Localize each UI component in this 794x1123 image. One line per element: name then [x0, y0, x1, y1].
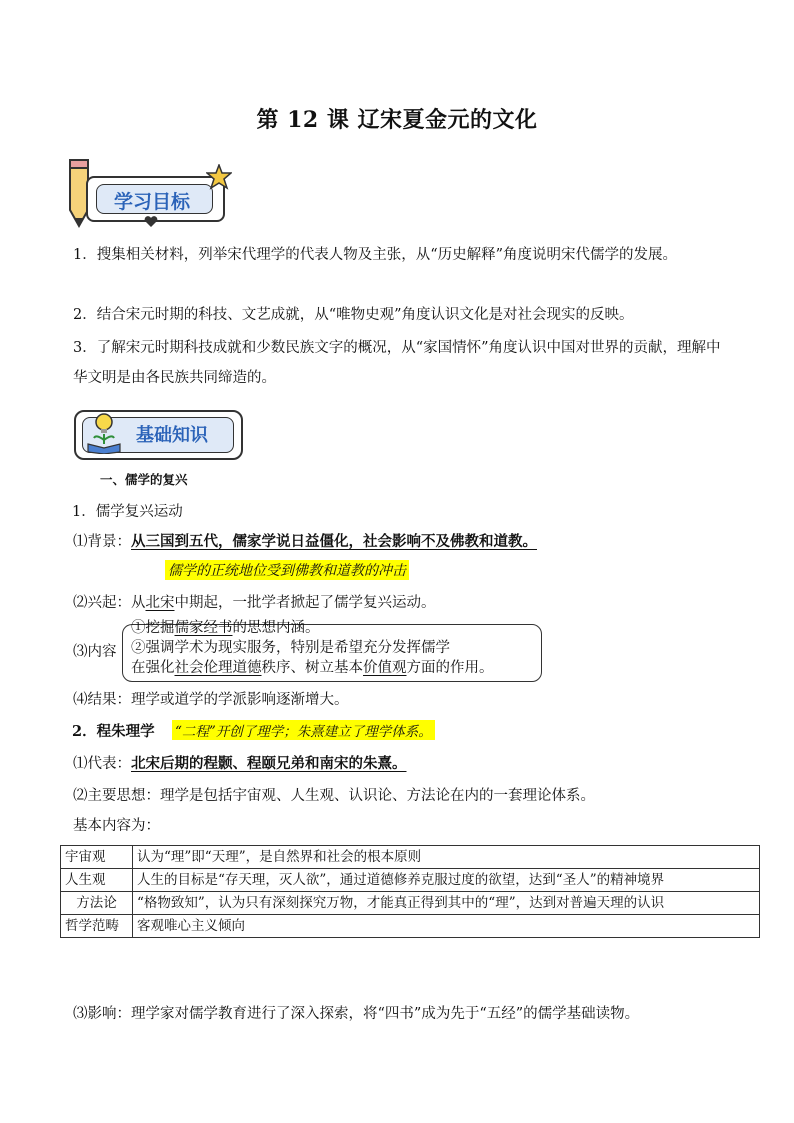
subheading-chengzhu: 2．程朱理学 [72, 723, 155, 740]
table-row [61, 869, 760, 892]
lightbulb-book-icon [84, 412, 124, 454]
goal-item-2: 2．结合宋元时期的科技、文艺成就，从“唯物史观”角度认识文化是对社会现实的反映。 [73, 307, 634, 323]
influence-line: ⑶影响：理学家对儒学教育进行了深入探索，将“四书”成为先于“五经”的儒学基础读物。 [73, 1006, 640, 1022]
content-1-post: 的思想内涵。 [232, 620, 320, 636]
content-line-2: ②强调学术为现实服务，特别是希望充分发挥儒学 [131, 640, 450, 656]
rise-post: 中期起，一批学者掀起了儒学复兴运动。 [174, 595, 436, 611]
content-line-1 [131, 618, 320, 638]
result-line: ⑷结果：理学或道学的学派影响逐渐增大。 [73, 692, 349, 708]
rise-underlined: 北宋 [145, 595, 175, 611]
table-value: 客观唯心主义倾向 [133, 915, 760, 938]
table-row [61, 915, 760, 938]
content-3-underlined-2: 价值观 [363, 660, 407, 676]
basic-knowledge-label: 基础知识 [136, 425, 208, 446]
theory-table [60, 845, 760, 938]
representatives-text: 北宋后期的程颢、程颐兄弟和南宋的朱熹。 [131, 755, 407, 772]
page-title: 第 12 课 辽宋夏金元的文化 [256, 107, 538, 133]
background-line [73, 530, 537, 551]
rise-label: ⑵兴起： [73, 595, 131, 611]
content-line-3 [131, 658, 494, 678]
representatives-label: ⑴代表： [73, 756, 131, 772]
table-value: 人生的目标是“存天理，灭人欲”，通过道德修养克服过度的欲望，达到“圣人”的精神境界 [133, 869, 760, 892]
basic-content-label: 基本内容为： [73, 818, 160, 834]
goal-item-1: 1．搜集相关材料，列举宋代理学的代表人物及主张，从“历史解释”角度说明宋代儒学的发展。 [73, 247, 678, 263]
content-3-a: 在强化 [131, 660, 175, 676]
learning-goals-label: 学习目标 [114, 191, 191, 213]
heart-icon [144, 216, 158, 228]
table-key: 哲学范畴 [61, 915, 133, 938]
table-row [61, 892, 760, 915]
background-label: ⑴背景： [73, 534, 131, 550]
subheading-revival: 1．儒学复兴运动 [72, 504, 183, 520]
main-idea-line: ⑵主要思想：理学是包括宇宙观、人生观、认识论、方法论在内的一套理论体系。 [73, 788, 595, 804]
content-1-underlined: 儒家经书 [174, 620, 233, 636]
background-text: 从三国到五代，儒家学说日益僵化，社会影响不及佛教和道教。 [131, 533, 537, 550]
background-note: 儒学的正统地位受到佛教和道教的冲击 [165, 560, 409, 580]
table-value: “格物致知”，认为只有深刻探究万物，才能真正得到其中的“理”，达到对普遍天理的认识 [133, 892, 760, 915]
goal-item-3: 3．了解宋元时期科技成就和少数民族文字的概况，从“家国情怀”角度认识中国对世界的贡献，理解中华文明是由各民族共同缔造的。 [73, 340, 721, 386]
basic-knowledge-badge [74, 410, 244, 462]
content-label: ⑶内容 [73, 644, 117, 660]
content-3-underlined-1: 社会伦理道德 [174, 660, 262, 676]
section-heading: 一、儒学的复兴 [100, 472, 188, 487]
rise-pre: 从 [131, 595, 146, 611]
table-key: 人生观 [61, 869, 133, 892]
representatives-line [73, 752, 407, 773]
table-row [61, 846, 760, 869]
star-icon [206, 164, 232, 190]
table-value: 认为“理”即“天理”，是自然界和社会的根本原则 [133, 846, 760, 869]
table-key: 方法论 [61, 892, 133, 915]
table-key: 宇宙观 [61, 846, 133, 869]
rise-line [73, 591, 436, 612]
learning-goals-badge [66, 158, 236, 230]
content-1-pre: ①挖掘 [131, 620, 175, 636]
chengzhu-note: “二程”开创了理学；朱熹建立了理学体系。 [172, 720, 435, 740]
content-3-c: 方面的作用。 [406, 660, 494, 676]
content-3-b: 秩序、树立基本 [261, 660, 363, 676]
